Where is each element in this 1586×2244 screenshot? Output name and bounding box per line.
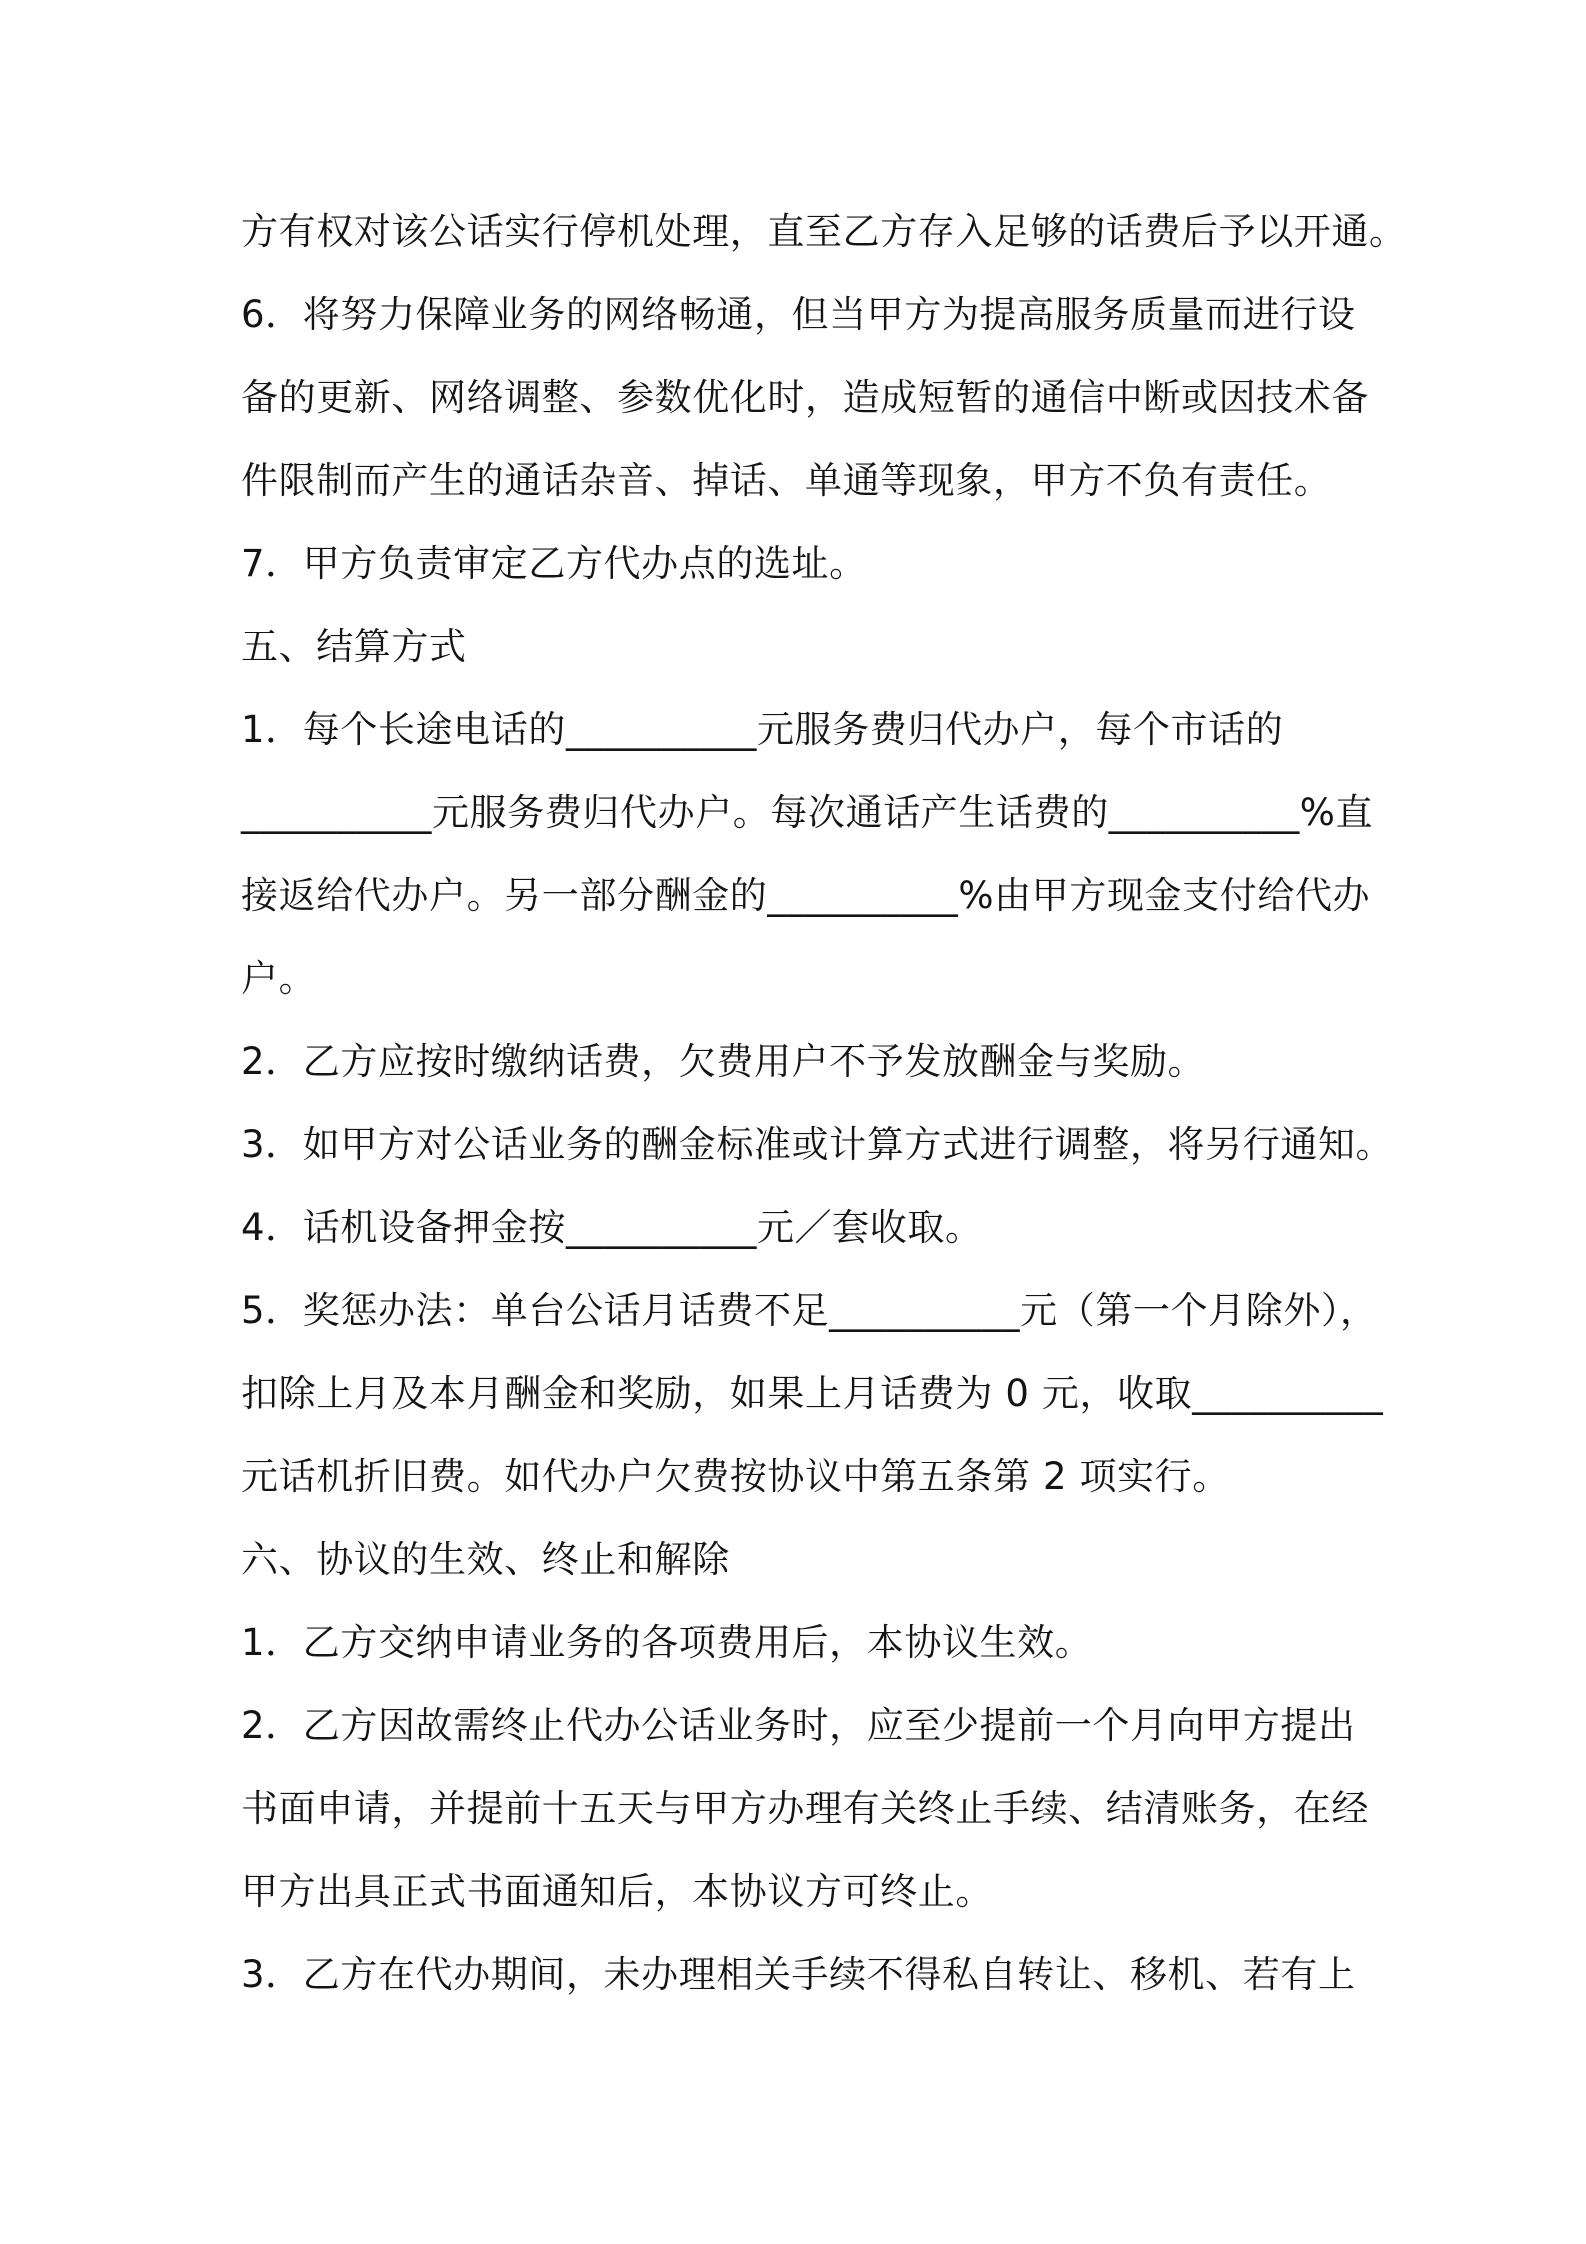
text-line: 扣除上月及本月酬金和奖励，如果上月话费为 0 元，收取__________ [241,1372,1384,1415]
text-line: 元话机折旧费。如代办户欠费按协议中第五条第 2 项实行。 [241,1455,1230,1498]
text-line: 2．乙方因故需终止代办公话业务时，应至少提前一个月向甲方提出 [241,1704,1356,1747]
section-heading: 五、结算方式 [241,625,467,668]
text-line: 备的更新、网络调整、参数优化时，造成短暂的通信中断或因技术备 [241,376,1369,419]
text-line: 件限制而产生的通话杂音、掉话、单通等现象，甲方不负有责任。 [241,459,1332,502]
text-line: 甲方出具正式书面通知后，本协议方可终止。 [241,1870,993,1913]
text-line: 2．乙方应按时缴纳话费，欠费用户不予发放酬金与奖励。 [241,1040,1206,1083]
document-body [241,190,1407,2016]
text-line: 接返给代办户。另一部分酬金的__________%由甲方现金支付给代办 [241,874,1371,917]
text-line: 6．将努力保障业务的网络畅通，但当甲方为提高服务质量而进行设 [241,293,1356,336]
text-line: 7．甲方负责审定乙方代办点的选址。 [241,542,867,585]
text-line: 3．如甲方对公话业务的酬金标准或计算方式进行调整，将另行通知。 [241,1123,1394,1166]
text-line: 5．奖惩办法：单台公话月话费不足__________元（第一个月除外）， [241,1289,1378,1332]
text-line: 方有权对该公话实行停机处理，直至乙方存入足够的话费后予以开通。 [241,210,1407,253]
text-line: 4．话机设备押金按__________元／套收取。 [241,1206,983,1249]
text-line: 1．每个长途电话的__________元服务费归代办户，每个市话的 [241,708,1284,751]
text-line: __________元服务费归代办户。每次通话产生话费的__________%直 [241,791,1374,834]
text-line: 3．乙方在代办期间，未办理相关手续不得私自转让、移机、若有上 [241,1953,1356,1996]
text-line: 户。 [241,957,317,1000]
text-line: 书面申请，并提前十五天与甲方办理有关终止手续、结清账务，在经 [241,1787,1369,1830]
text-line: 1．乙方交纳申请业务的各项费用后，本协议生效。 [241,1621,1093,1664]
section-heading: 六、协议的生效、终止和解除 [241,1538,730,1581]
